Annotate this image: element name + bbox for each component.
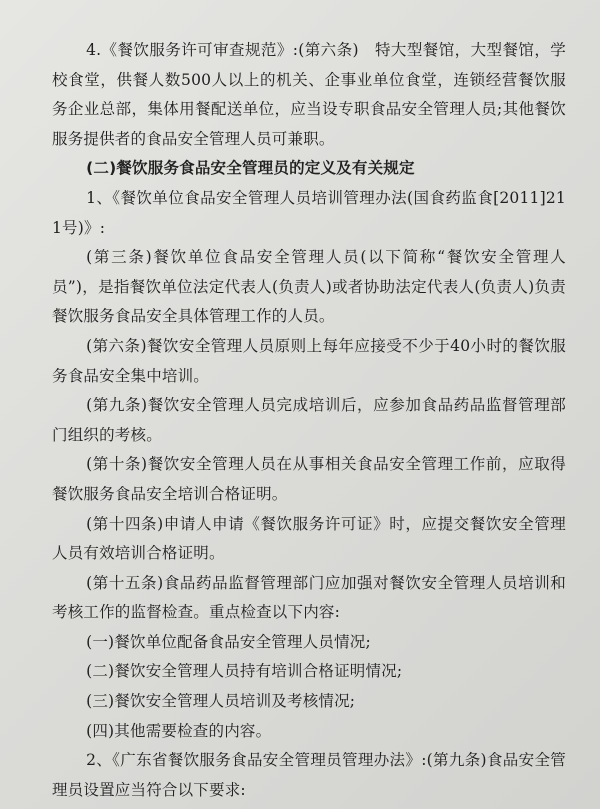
list-item-inspection-3: (三)餐饮安全管理人员培训及考核情况;: [86, 692, 356, 711]
paragraph-article-10: (第十条)餐饮安全管理人员在从事相关食品安全管理工作前，应取得餐饮服务食品安全培训合格证明。: [52, 455, 566, 503]
list-item-inspection-2: (二)餐饮安全管理人员持有培训合格证明情况;: [86, 662, 403, 681]
section-heading-definition: (二)餐饮服务食品安全管理员的定义及有关规定: [86, 159, 415, 178]
paragraph-article-14: (第十四条)申请人申请《餐饮服务许可证》时，应提交餐饮安全管理人员有效培训合格证明。: [52, 514, 566, 563]
paragraph-article-9: (第九条)餐饮安全管理人员完成培训后，应参加食品药品监督管理部门组织的考核。: [52, 396, 566, 444]
paragraph-review-spec-article-6: 4.《餐饮服务许可审查规范》:(第六条) 特大型餐馆，大型餐馆，学校食堂，供餐人数500人以上的机关、企事业单位食堂，连锁经营餐饮服务企业总部，集体用餐配送单位，应当设专职食品安全管理人员;其他餐饮服务提供者的食品安全管理人员可兼职。: [52, 41, 566, 148]
paragraph-guangdong-measures: 2、《广东省餐饮服务食品安全管理员管理办法》:(第九条)食品安全管理员设置应当符合以下要求:: [52, 751, 566, 799]
paragraph-article-6: (第六条)餐饮安全管理人员原则上每年应接受不少于40小时的餐饮服务食品安全集中培训。: [52, 336, 566, 385]
paragraph-article-3: (第三条)餐饮单位食品安全管理人员(以下简称“餐饮安全管理人员”)，是指餐饮单位法定代表人(负责人)或者协助法定代表人(负责人)负责餐饮服务食品安全具体管理工作的人员。: [52, 248, 566, 326]
list-item-inspection-4: (四)其他需要检查的内容。: [86, 721, 272, 740]
paragraph-training-measures-title: 1、《餐饮单位食品安全管理人员培训管理办法(国食药监食[2011]211号)》:: [52, 188, 566, 237]
paragraph-article-15: (第十五条)食品药品监督管理部门应加强对餐饮安全管理人员培训和考核工作的监督检查。重点检查以下内容:: [52, 573, 566, 622]
list-item-inspection-1: (一)餐饮单位配备食品安全管理人员情况;: [86, 632, 371, 651]
